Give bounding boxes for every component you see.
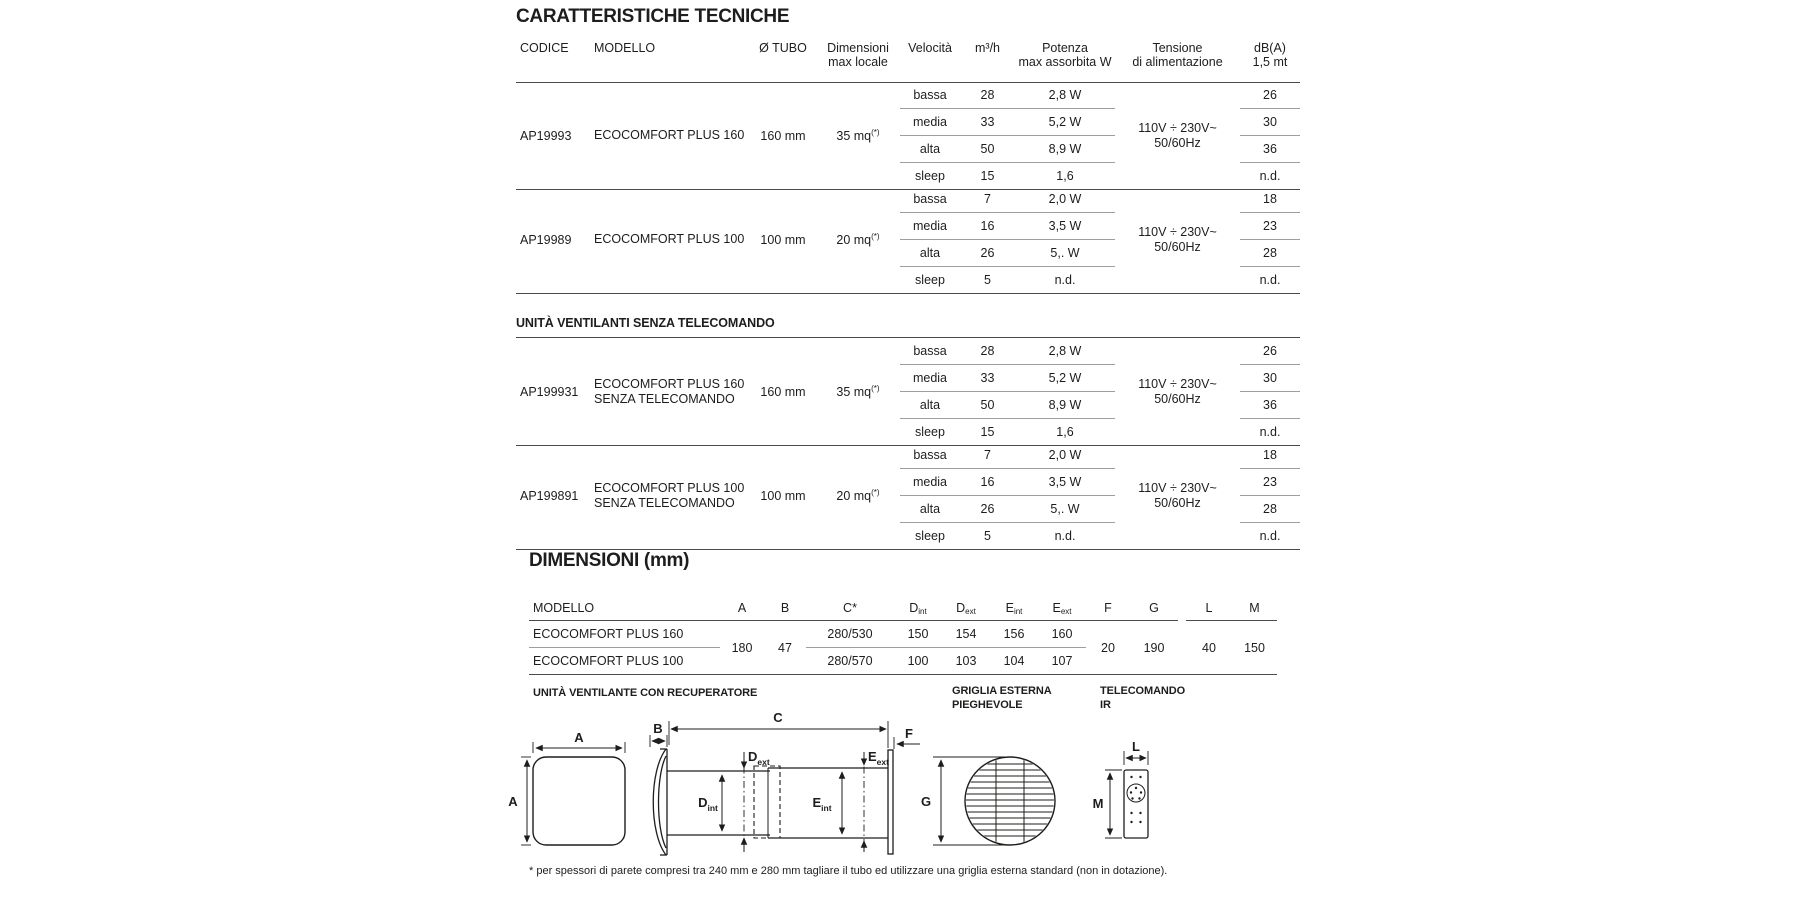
spec-cell-db: 23 [1240,469,1300,496]
product-model-line1: ECOCOMFORT PLUS 160 [594,128,745,142]
dim-spacer [1178,621,1186,675]
voltage-line2: 50/60Hz [1154,495,1201,510]
dim-model-name: ECOCOMFORT PLUS 160 [529,621,720,648]
dim-value-c: 280/570 [827,654,873,668]
spec-cell-flow: 7 [960,186,1015,213]
unit-diagram-label: UNITÀ VENTILANTE CON RECUPERATORE [533,687,758,699]
dim-value-d-int: 150 [894,621,942,648]
product-voltage [1115,82,1240,190]
product-model [590,186,750,294]
speed-row [516,338,1300,365]
col-header-db [1240,36,1300,83]
voltage-line1: 110V ÷ 230V~ [1138,480,1217,495]
voltage-line1: 110V ÷ 230V~ [1138,224,1217,239]
dim-mark-b: B [653,721,663,736]
dimension-extension-lines [650,721,894,749]
spec-cell-speed: alta [900,392,960,419]
spec-cell-flow: 26 [960,496,1015,523]
col-header-codice: CODICE [520,41,569,55]
dim-col-d-int: Dint [894,584,942,621]
dim-col-g: G [1130,584,1178,621]
spec-cell-speed: sleep [915,273,945,287]
voltage-line1: 110V ÷ 230V~ [1138,376,1217,391]
dim-value-c: 280/530 [806,621,894,648]
voltage-line2: 50/60Hz [1154,391,1201,406]
product-model-line1: ECOCOMFORT PLUS 160 [594,376,745,391]
col-header-dimensioni [816,36,900,83]
max-room-value: 35 mq [836,129,872,144]
page-title: CARATTERISTICHE TECNICHE [516,6,790,27]
product-tube-diameter: 100 mm [760,488,806,503]
spec-cell-speed: media [900,365,960,392]
dim-mark-d-int: $D_{int}$ [698,795,718,813]
dim-col-modello: MODELLO [529,584,720,621]
max-room-footnote-mark: (*) [871,383,880,393]
spec-cell-power: 2,0 W [1015,442,1115,469]
speed-row [516,442,1300,469]
product-model-line1: ECOCOMFORT PLUS 100 [594,480,745,495]
grille-label-line2: PIEGHEVOLE [952,699,1023,711]
grille-diagram [933,757,1056,845]
dim-value-l: 40 [1202,640,1216,655]
grille-label-line1: GRIGLIA ESTERNA [952,685,1052,697]
dim-col-spacer [1178,584,1186,621]
section-title-senza-telecomando: UNITÀ VENTILANTI SENZA TELECOMANDO [516,316,775,330]
spec-cell-flow: 28 [960,82,1015,109]
spec-block-ap199891 [516,442,1300,550]
product-voltage [1115,338,1240,446]
product-tube-diameter: 160 mm [760,384,806,399]
spec-cell-flow: 16 [960,469,1015,496]
product-model-line2: SENZA TELECOMANDO [594,495,735,510]
speed-row [516,82,1300,109]
spec-cell-power: 3,5 W [1015,213,1115,240]
spec-block-ap19989 [516,186,1300,294]
dim-mark-e-int: $E_{int}$ [812,795,832,813]
spec-cell-power: 8,9 W [1015,136,1115,163]
max-room-value: 20 mq [836,489,872,504]
dim-value-d-ext: 103 [955,654,977,668]
dim-value-e-ext: 160 [1038,621,1086,648]
voltage-line2: 50/60Hz [1154,239,1201,254]
product-voltage [1115,442,1240,550]
col-header-tensione-line2: di alimentazione [1132,55,1223,69]
product-tube-diameter: 100 mm [760,232,806,247]
col-header-portata: m³/h [975,41,1000,55]
spec-cell-db: n.d. [1259,169,1281,183]
spec-cell-flow: 28 [960,338,1015,365]
spec-cell-power: 5,2 W [1015,109,1115,136]
spec-cell-flow: 50 [960,136,1015,163]
spec-cell-speed: sleep [915,529,945,543]
dim-value-e-int: 156 [990,621,1038,648]
spec-cell-db: 30 [1240,109,1300,136]
spec-cell-speed: alta [900,496,960,523]
spec-cell-flow: 7 [960,442,1015,469]
spec-cell-flow: 33 [960,109,1015,136]
col-header-tensione-line1: Tensione [1152,41,1203,55]
spec-cell-power: 5,2 W [1015,365,1115,392]
side-view-diagram [650,721,920,855]
spec-cell-speed: media [900,469,960,496]
dim-mark-a-top: A [574,730,584,745]
spec-cell-speed: sleep [915,169,945,183]
col-header-db-line2: 1,5 mt [1252,55,1288,69]
product-code: AP19993 [520,128,572,143]
product-code: AP19989 [520,232,572,247]
spec-block-ap199931 [516,337,1300,446]
dim-mark-m: M [1092,796,1104,811]
product-model [590,338,750,446]
dim-col-m: M [1232,584,1277,621]
spec-cell-speed: sleep [915,425,945,439]
product-voltage [1115,186,1240,294]
product-max-room [816,82,900,190]
product-max-room [816,442,900,550]
product-tube-diameter: 160 mm [760,128,806,143]
dim-value-e-ext: 107 [1051,654,1073,668]
dimensions-title: DIMENSIONI (mm) [529,550,690,571]
spec-cell-db: n.d. [1259,273,1281,287]
spec-cell-speed: media [900,109,960,136]
spec-cell-flow: 15 [980,169,995,183]
dim-row-plus160 [529,621,1277,648]
spec-cell-db: 23 [1240,213,1300,240]
spec-cell-speed: media [900,213,960,240]
spec-cell-db: 28 [1240,240,1300,267]
spec-cell-db: 36 [1240,136,1300,163]
dim-mark-c: C [773,710,783,725]
dim-value-f: 20 [1101,640,1115,655]
spec-cell-power: 1,6 [1056,169,1074,183]
max-room-footnote-mark: (*) [871,231,880,241]
voltage-line2: 50/60Hz [1154,135,1201,150]
spec-cell-power: 2,8 W [1015,338,1115,365]
col-header-dimensioni-line1: Dimensioni [827,41,889,55]
dim-value-a: 180 [731,640,753,655]
product-model [590,442,750,550]
spec-cell-db: 26 [1240,82,1300,109]
col-header-modello: MODELLO [594,41,656,55]
spec-cell-power: n.d. [1054,529,1076,543]
remote-diagram [1105,751,1148,838]
dim-col-a: A [720,584,764,621]
spec-cell-flow: 33 [960,365,1015,392]
col-header-potenza [1015,36,1115,83]
col-header-tensione [1115,36,1240,83]
spec-cell-flow: 5 [984,273,991,287]
dim-col-e-ext: Eext [1038,584,1086,621]
spec-cell-speed: bassa [900,442,960,469]
spec-cell-db: 36 [1240,392,1300,419]
dim-model-name: ECOCOMFORT PLUS 100 [533,654,684,668]
dim-mark-a-left: A [508,794,518,809]
max-room-value: 20 mq [836,233,872,248]
spec-cell-flow: 5 [984,529,991,543]
spec-cell-power: 5,. W [1015,496,1115,523]
dim-col-e-int: Eint [990,584,1038,621]
spec-cell-power: 8,9 W [1015,392,1115,419]
dim-value-e-int: 104 [1003,654,1025,668]
voltage-line1: 110V ÷ 230V~ [1138,120,1217,135]
dim-col-b: B [764,584,806,621]
product-code: AP199931 [520,384,579,399]
spec-cell-speed: alta [900,240,960,267]
product-model-line1: ECOCOMFORT PLUS 100 [594,232,745,246]
spec-cell-power: 3,5 W [1015,469,1115,496]
col-header-velocita: Velocità [908,41,952,55]
dim-mark-d-ext: $D_{ext}$ [748,749,770,767]
spec-header-row [516,36,1300,83]
spec-cell-flow: 15 [980,425,995,439]
spec-cell-speed: alta [900,136,960,163]
spec-cell-db: 28 [1240,496,1300,523]
spec-cell-flow: 50 [960,392,1015,419]
spec-table-header [516,36,1300,83]
spec-cell-power: 2,0 W [1015,186,1115,213]
spec-cell-speed: bassa [900,338,960,365]
dim-mark-l: L [1132,739,1140,754]
dim-col-l: L [1186,584,1232,621]
dim-value-d-int: 100 [907,654,929,668]
dim-mark-f: F [905,726,913,741]
spec-cell-power: 1,6 [1056,425,1074,439]
max-room-value: 35 mq [836,385,872,400]
spec-cell-speed: bassa [900,186,960,213]
product-model-line2: SENZA TELECOMANDO [594,391,735,406]
dim-header-row [529,584,1277,621]
spec-cell-db: 18 [1240,442,1300,469]
col-header-dimensioni-line2: max locale [828,55,888,69]
dim-mark-e-ext: $E_{ext}$ [868,749,889,767]
speed-row [516,186,1300,213]
col-header-potenza-line1: Potenza [1042,41,1088,55]
dimension-diagrams [500,676,1200,866]
dim-col-f: F [1086,584,1130,621]
spec-cell-flow: 26 [960,240,1015,267]
dimensions-table [529,584,1277,675]
dim-value-d-ext: 154 [942,621,990,648]
footnote: * per spessori di parete compresi tra 240 mm e 280 mm tagliare il tubo ed utilizzare una griglia esterna standard (non in dotazione). [529,865,1168,877]
col-header-tubo: Ø TUBO [759,41,807,55]
spec-cell-db: 26 [1240,338,1300,365]
dim-col-d-ext: Dext [942,584,990,621]
spec-cell-db: n.d. [1259,529,1281,543]
product-code: AP199891 [520,488,579,503]
remote-label-line2: IR [1100,699,1111,711]
dim-col-c: C* [806,584,894,621]
spec-cell-power: n.d. [1054,273,1076,287]
product-model [590,82,750,190]
spec-cell-power: 2,8 W [1015,82,1115,109]
spec-cell-db: 18 [1240,186,1300,213]
dim-value-g: 190 [1143,640,1165,655]
dim-value-b: 47 [778,640,792,655]
spec-cell-db: 30 [1240,365,1300,392]
dim-mark-g: G [920,794,932,809]
col-header-potenza-line2: max assorbita W [1018,55,1112,69]
spec-cell-power: 5,. W [1015,240,1115,267]
col-header-db-line1: dB(A) [1254,41,1286,55]
product-max-room [816,186,900,294]
front-view-diagram [521,742,625,845]
spec-cell-speed: bassa [900,82,960,109]
product-max-room [816,338,900,446]
spec-cell-flow: 16 [960,213,1015,240]
dim-value-m: 150 [1244,640,1265,655]
spec-block-ap19993 [516,82,1300,190]
max-room-footnote-mark: (*) [871,127,880,137]
spec-cell-db: n.d. [1259,425,1281,439]
remote-label-line1: TELECOMANDO [1100,685,1186,697]
max-room-footnote-mark: (*) [871,487,880,497]
